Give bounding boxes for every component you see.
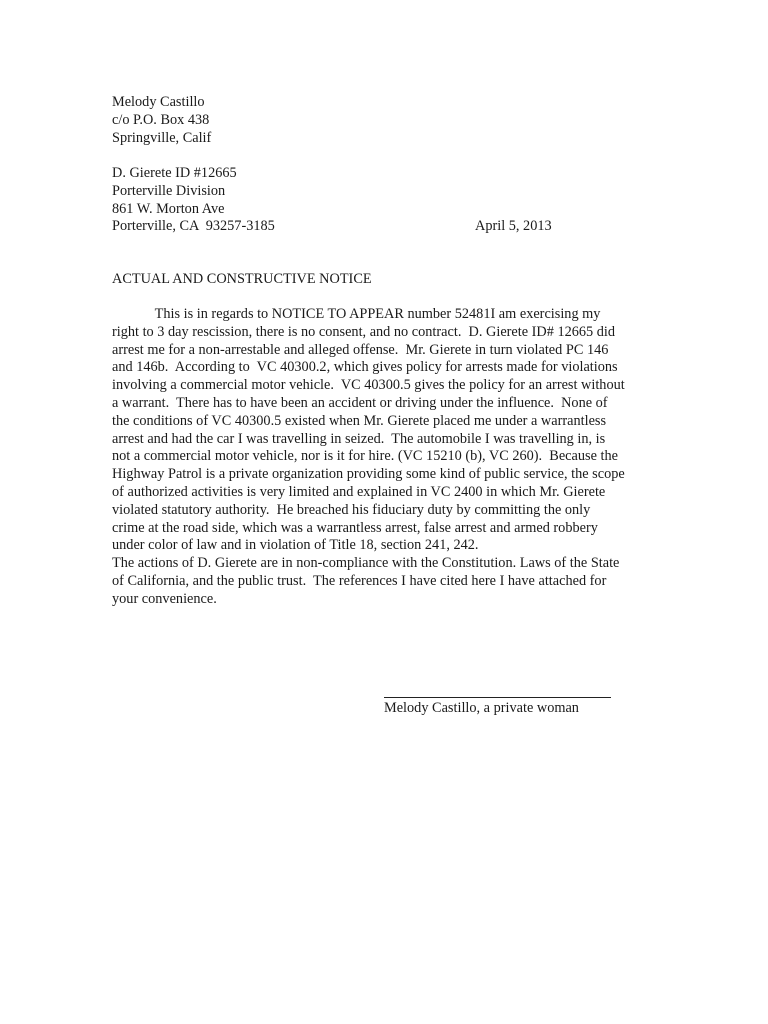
body-line: Highway Patrol is a private organization providing some kind of public service, the scope (112, 466, 625, 483)
signature-name: Melody Castillo, a private woman (384, 700, 579, 716)
body-line: your convenience. (112, 590, 217, 607)
recipient-name: D. Gierete ID #12665 (112, 165, 237, 181)
body-line: of California, and the public trust. The references I have cited here I have attached for (112, 572, 607, 589)
body-line: involving a commercial motor vehicle. VC 40300.5 gives the policy for an arrest without (112, 377, 625, 394)
sender-address-line-2: Springville, Calif (112, 129, 212, 146)
body-line: arrest and had the car I was travelling in seized. The automobile I was travelling in, is (112, 430, 606, 447)
sender-name: Melody Castillo (112, 94, 205, 110)
body-line: of authorized activities is very limited and explained in VC 2400 in which Mr. Gierete (112, 483, 606, 500)
letter-date: April 5, 2013 (475, 218, 552, 234)
body-line: not a commercial motor vehicle, nor is it for hire. (VC 15210 (b), VC 260). Because the (112, 448, 618, 465)
body-line: violated statutory authority. He breached his fiduciary duty by committing the only (112, 501, 591, 518)
notice-heading: ACTUAL AND CONSTRUCTIVE NOTICE (112, 271, 372, 287)
body-line: This is in regards to NOTICE TO APPEAR number 52481I am exercising my (112, 306, 601, 322)
sender-address-block (112, 94, 211, 147)
recipient-address-block (112, 165, 275, 236)
sender-address-line-1: c/o P.O. Box 438 (112, 111, 210, 128)
body-line: the conditions of VC 40300.5 existed when Mr. Gierete placed me under a warrantless (112, 412, 607, 429)
body-line: arrest me for a non-arrestable and alleged offense. Mr. Gierete in turn violated PC 146 (112, 341, 609, 358)
body-line: right to 3 day rescission, there is no consent, and no contract. D. Gierete ID# 12665 did (112, 323, 616, 340)
letter-body (112, 306, 652, 609)
body-line: a warrant. There has to have been an accident or driving under the influence. None of (112, 394, 608, 411)
body-line: and 146b. According to VC 40300.2, which gives policy for arrests made for violations (112, 359, 618, 376)
body-line: under color of law and in violation of Title 18, section 241, 242. (112, 537, 479, 554)
recipient-city: Porterville, CA 93257-3185 (112, 218, 275, 235)
signature-line (384, 697, 611, 698)
body-line: crime at the road side, which was a warrantless arrest, false arrest and armed robbery (112, 519, 598, 536)
recipient-division: Porterville Division (112, 182, 226, 199)
body-line: The actions of D. Gierete are in non-compliance with the Constitution. Laws of the State (112, 555, 620, 572)
recipient-street: 861 W. Morton Ave (112, 200, 225, 217)
